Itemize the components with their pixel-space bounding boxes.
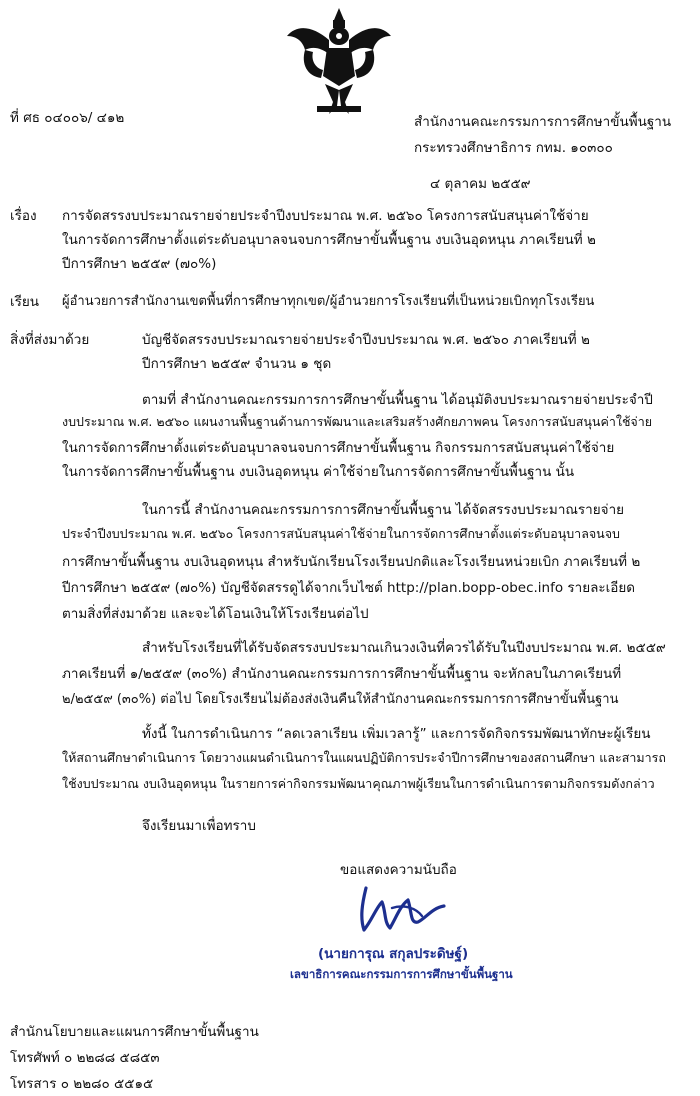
handwritten-signature [352, 878, 452, 938]
paragraph-line: การศึกษาขั้นพื้นฐาน งบเงินอุดหนุน สำหรับนักเรียนโรงเรียนปกติและโรงเรียนหน่วยเบิก ภาคเรียนที่ ๒ [62, 554, 641, 570]
footer-office: สำนักนโยบายและแผนการศึกษาขั้นพื้นฐาน [10, 1024, 259, 1040]
paragraph-line: ปีการศึกษา ๒๕๕๙ (๗๐%) บัญชีจัดสรรดูได้จากเว็บไซต์ http://plan.bopp-obec.info รายละเอียด [62, 580, 636, 596]
subject-line: ปีการศึกษา ๒๕๕๙ (๗๐%) [62, 256, 217, 272]
paragraph-line: ตามสิ่งที่ส่งมาด้วย และจะได้โอนเงินให้โรงเรียนต่อไป [62, 606, 369, 622]
signature-icon [352, 878, 452, 938]
issuing-office: สำนักงานคณะกรรมการการศึกษาขั้นพื้นฐาน [414, 114, 672, 130]
signatory-title: เลขาธิการคณะกรรมการการศึกษาขั้นพื้นฐาน [290, 967, 513, 981]
paragraph-line: ใช้งบประมาณ งบเงินอุดหนุน ในรายการค่ากิจกรรมพัฒนาคุณภาพผู้เรียนในการดำเนินการตามกิจกรรมดังกล่าว [62, 776, 655, 791]
attachment-label: สิ่งที่ส่งมาด้วย [10, 332, 90, 348]
subject-line: ในการจัดการศึกษาตั้งแต่ระดับอนุบาลจนจบการศึกษาขั้นพื้นฐาน งบเงินอุดหนุน ภาคเรียนที่ ๒ [62, 232, 596, 248]
document-number: ที่ ศธ ๐๔๐๐๖/ ๔๑๒ [10, 110, 125, 126]
paragraph-line: ตามที่ สำนักงานคณะกรรมการการศึกษาขั้นพื้นฐาน ได้อนุมัติงบประมาณรายจ่ายประจำปี [142, 392, 653, 408]
footer-fax: โทรสาร ๐ ๒๒๘๐ ๕๕๑๕ [10, 1076, 154, 1092]
subject-label: เรื่อง [10, 208, 37, 224]
recipient-text: ผู้อำนวยการสำนักงานเขตพื้นที่การศึกษาทุกเขต/ผู้อำนวยการโรงเรียนที่เป็นหน่วยเบิกทุกโรงเรียน [62, 294, 595, 309]
garuda-emblem-icon [283, 6, 395, 118]
footer-phone: โทรศัพท์ ๐ ๒๒๘๘ ๕๘๕๓ [10, 1050, 160, 1066]
paragraph-line: ทั้งนี้ ในการดำเนินการ “ลดเวลาเรียน เพิ่มเวลารู้” และการจัดกิจกรรมพัฒนาทักษะผู้เรียน [142, 726, 651, 742]
paragraph-line: ในการจัดการศึกษาตั้งแต่ระดับอนุบาลจนจบการศึกษาขั้นพื้นฐาน กิจกรรมการสนับสนุนค่าใช้จ่าย [62, 440, 615, 456]
subject-line: การจัดสรรงบประมาณรายจ่ายประจำปีงบประมาณ พ.ศ. ๒๕๖๐ โครงการสนับสนุนค่าใช้จ่าย [62, 208, 589, 224]
recipient-label: เรียน [10, 294, 40, 310]
paragraph-line: ๒/๒๕๕๙ (๓๐%) ต่อไป โดยโรงเรียนไม่ต้องส่งเงินคืนให้สำนักงานคณะกรรมการการศึกษาขั้นพื้นฐาน [62, 692, 619, 707]
paragraph-line: สำหรับโรงเรียนที่ได้รับจัดสรรงบประมาณเกินวงเงินที่ควรได้รับในปีงบประมาณ พ.ศ. ๒๕๕๙ [142, 640, 666, 656]
office-address: กระทรวงศึกษาธิการ กทม. ๑๐๓๐๐ [414, 140, 613, 156]
regards-text: ขอแสดงความนับถือ [340, 862, 457, 878]
paragraph-line: ประจำปีงบประมาณ พ.ศ. ๒๕๖๐ โครงการสนับสนุนค่าใช้จ่ายในการจัดการศึกษาตั้งแต่ระดับอนุบาลจนจบ [62, 526, 620, 541]
attachment-line: ปีการศึกษา ๒๕๕๙ จำนวน ๑ ชุด [142, 356, 332, 372]
attachment-line: บัญชีจัดสรรงบประมาณรายจ่ายประจำปีงบประมาณ พ.ศ. ๒๕๖๐ ภาคเรียนที่ ๒ [142, 332, 590, 348]
paragraph-line: ให้สถานศึกษาดำเนินการ โดยวางแผนดำเนินการในแผนปฏิบัติการประจำปีการศึกษาของสถานศึกษา และสามารถ [62, 750, 666, 765]
paragraph-line: ในการจัดการศึกษาขั้นพื้นฐาน งบเงินอุดหนุน ค่าใช้จ่ายในการจัดการศึกษาขั้นพื้นฐาน นั้น [62, 464, 575, 480]
paragraph-line: ในการนี้ สำนักงานคณะกรรมการการศึกษาขั้นพื้นฐาน ได้จัดสรรงบประมาณรายจ่าย [142, 502, 625, 518]
garuda-emblem [283, 6, 395, 118]
closing-line: จึงเรียนมาเพื่อทราบ [142, 818, 256, 834]
signatory-name: (นายการุณ สกุลประดิษฐ์) [318, 946, 469, 962]
document-date: ๔ ตุลาคม ๒๕๕๙ [430, 176, 531, 192]
paragraph-line: ภาคเรียนที่ ๑/๒๕๕๙ (๓๐%) สำนักงานคณะกรรมการการศึกษาขั้นพื้นฐาน จะหักลบในภาคเรียนที่ [62, 666, 622, 682]
paragraph-line: งบประมาณ พ.ศ. ๒๕๖๐ แผนงานพื้นฐานด้านการพัฒนาและเสริมสร้างศักยภาพคน โครงการสนับสนุนค่าใช้จ่าย [62, 414, 653, 429]
